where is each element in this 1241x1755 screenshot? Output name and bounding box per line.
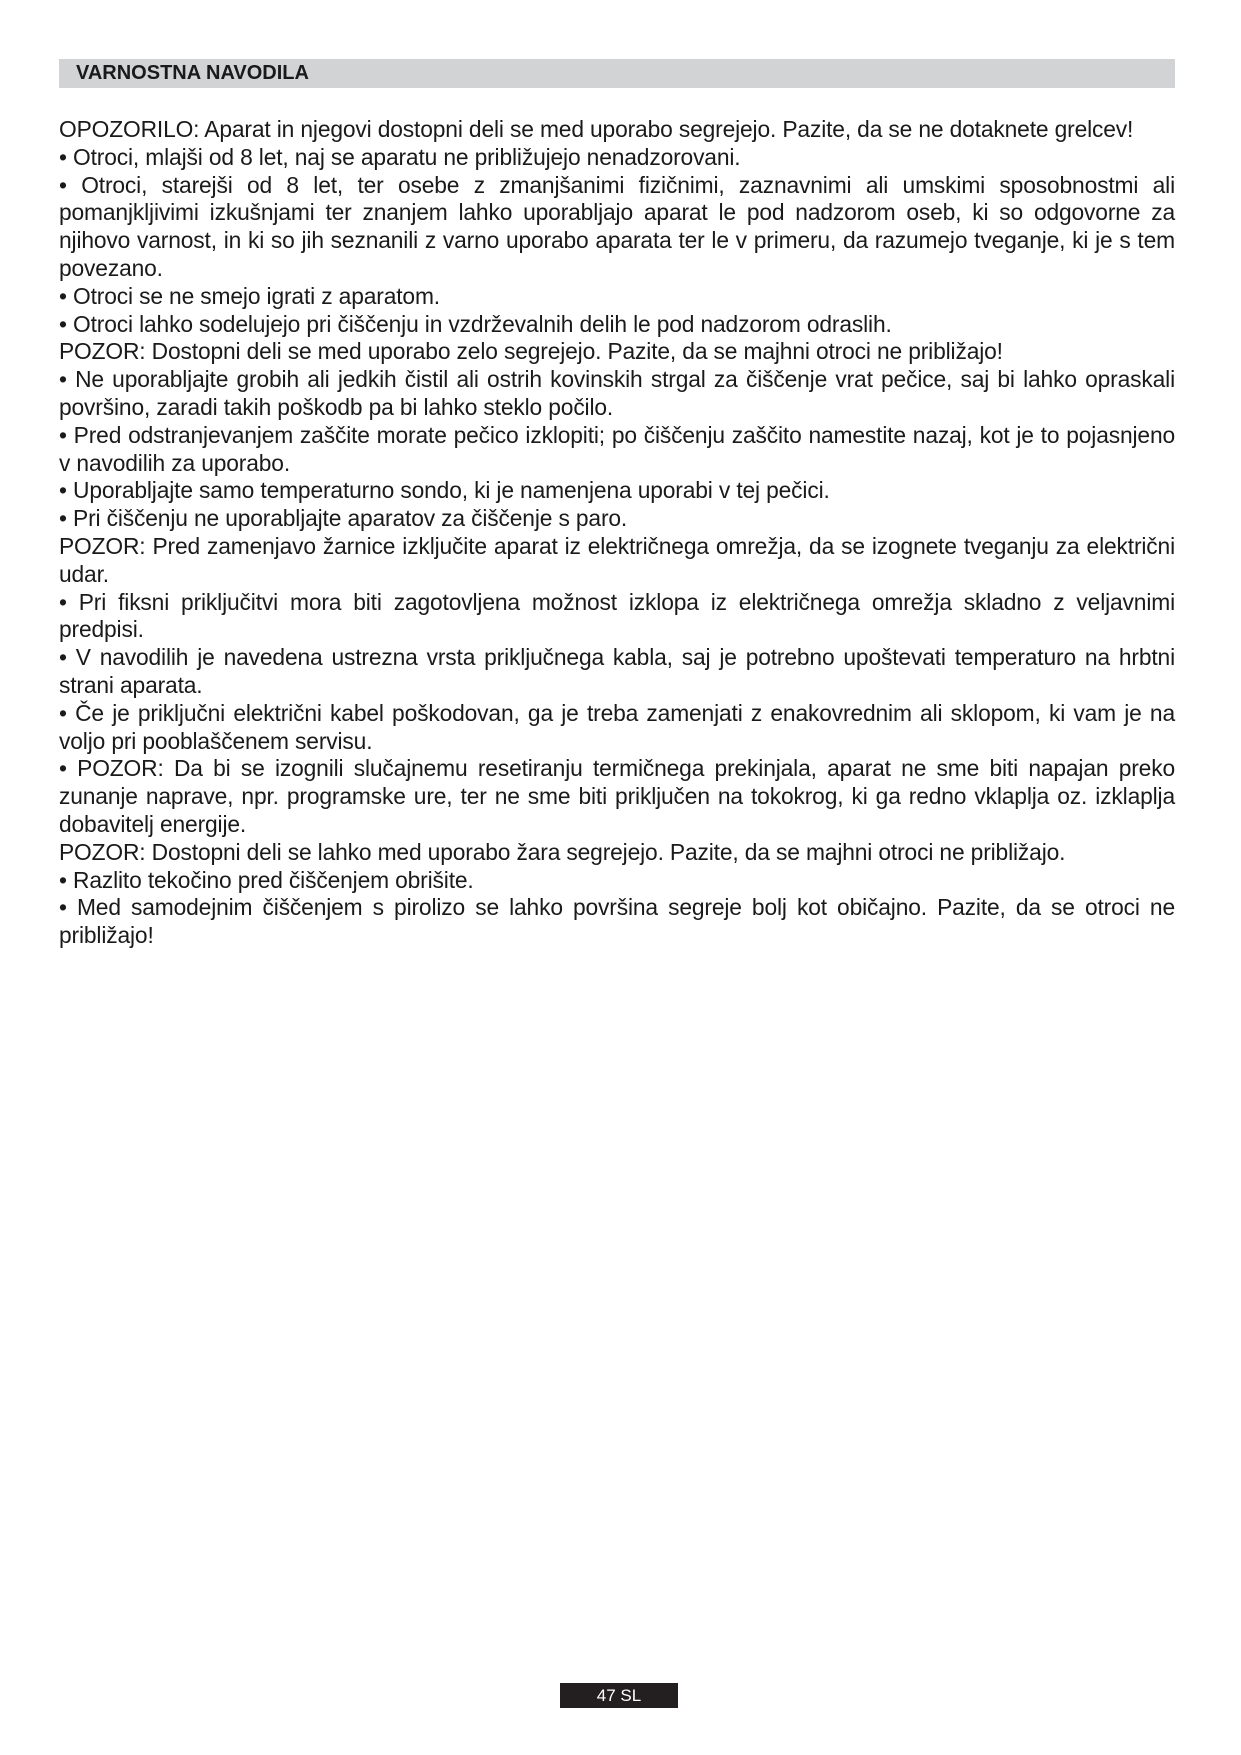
paragraph-bullet: • Uporabljajte samo temperaturno sondo, ki je namenjena uporabi v tej pečici. [59, 477, 830, 504]
paragraph-bullet: • Med samodejnim čiščenjem s pirolizo se lahko površina segreje bolj kot običajno. Pazite, da se otroci ne približajo! [59, 894, 1175, 949]
safety-instructions-text [59, 116, 1175, 950]
paragraph-bullet: • Razlito tekočino pred čiščenjem obrišite. [59, 866, 474, 893]
paragraph-bullet: • Če je priključni električni kabel poškodovan, ga je treba zamenjati z enakovrednim ali sklopom, ki vam je na voljo pri pooblaščenem servisu. [59, 699, 1175, 754]
paragraph-bullet: • Ne uporabljajte grobih ali jedkih čistil ali ostrih kovinskih strgal za čiščenje vrat pečice, saj bi lahko opraskali površino, zaradi takih poškodb pa bi lahko steklo počilo. [59, 366, 1175, 420]
paragraph-bullet: • Pri čiščenju ne uporabljajte aparatov za čiščenje s paro. [59, 505, 628, 532]
paragraph-bullet: • Otroci, starejši od 8 let, ter osebe z zmanjšanimi fizičnimi, zaznavnimi ali umskimi sposobnostmi ali pomanjkljivimi izkušnjami ter znanjem lahko uporabljajo aparat le pod nadzorom oseb, ki so odgovorne za njihovo varnost, in ki so jih seznanili z varno uporabo aparata ter le v primeru, da razumejo tveganje, ki je s tem povezano. [59, 171, 1175, 281]
paragraph-bullet: • V navodilih je navedena ustrezna vrsta priključnega kabla, saj je potrebno upoštevati temperaturo na hrbtni strani aparata. [59, 644, 1175, 698]
paragraph-bullet: • Otroci, mlajši od 8 let, naj se aparatu ne približujejo nenadzorovani. [59, 143, 741, 170]
paragraph-caution: POZOR: Pred zamenjavo žarnice izključite aparat iz električnega omrežja, da se izognete tveganju za električni udar. [59, 532, 1175, 587]
paragraph-caution: POZOR: Dostopni deli se lahko med uporabo žara segrejejo. Pazite, da se majhni otroci ne približajo. [59, 838, 1066, 865]
paragraph-warning: OPOZORILO: Aparat in njegovi dostopni deli se med uporabo segrejejo. Pazite, da se ne dotaknete grelcev! [59, 116, 1134, 142]
paragraph-bullet: • Pri fiksni priključitvi mora biti zagotovljena možnost izklopa iz električnega omrežja skladno z veljavnimi predpisi. [59, 588, 1175, 643]
paragraph-bullet: • POZOR: Da bi se izognili slučajnemu resetiranju termičnega prekinjala, aparat ne sme biti napajan preko zunanje naprave, npr. programske ure, ter ne sme biti priključen na tokokrog, ki ga redno vklaplja oz. izklaplja dobavitelj energije. [59, 755, 1175, 837]
paragraph-caution: POZOR: Dostopni deli se med uporabo zelo segrejejo. Pazite, da se majhni otroci ne približajo! [59, 338, 1003, 365]
paragraph-bullet: • Otroci lahko sodelujejo pri čiščenju in vzdrževalnih delih le pod nadzorom odraslih. [59, 310, 892, 337]
page-number-badge: 47 SL [560, 1683, 678, 1708]
paragraph-bullet: • Pred odstranjevanjem zaščite morate pečico izklopiti; po čiščenju zaščito namestite nazaj, kot je to pojasnjeno v navodilih za uporabo. [59, 421, 1175, 476]
section-title: VARNOSTNA NAVODILA [59, 59, 1175, 88]
paragraph-bullet: • Otroci se ne smejo igrati z aparatom. [59, 282, 440, 309]
